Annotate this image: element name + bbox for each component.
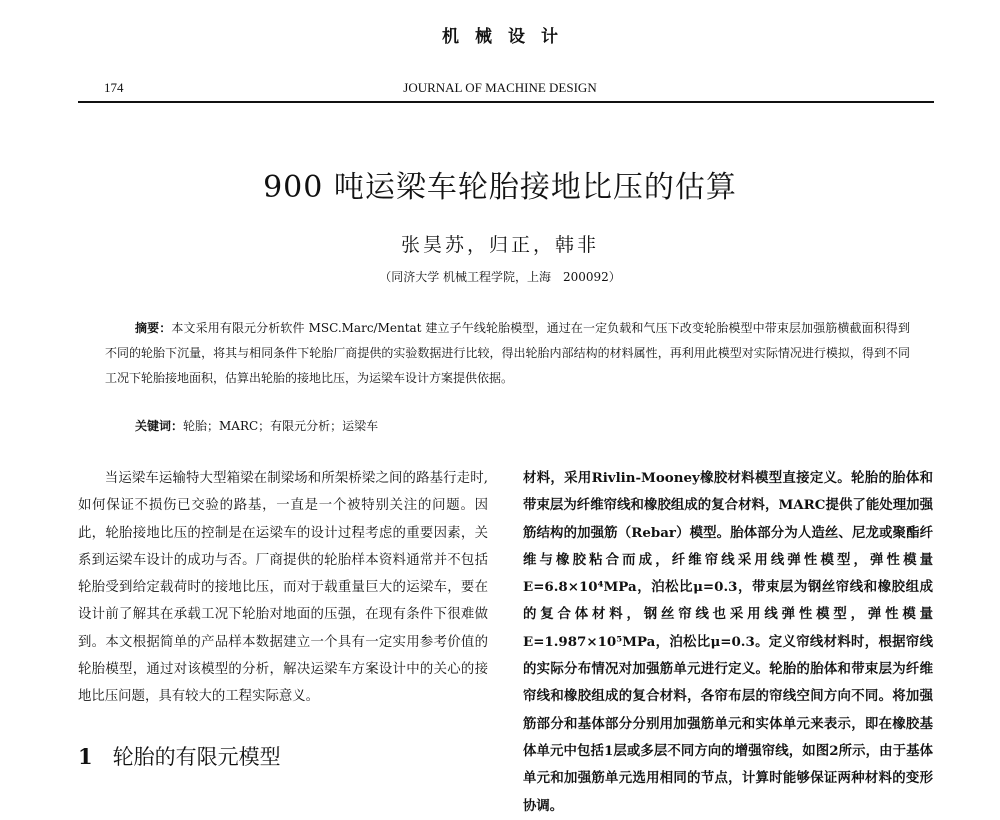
section-heading bbox=[78, 741, 281, 771]
right-column-paragraph: 材料，采用Rivlin-Mooney橡胶材料模型直接定义。轮胎的胎体和带束层为纤维帘线和橡胶组成的复合材料，MARC提供了能处理加强筋结构的加强筋（Rebar）模型。胎体部分为人造丝、尼龙或聚酯纤维与橡胶粘合而成，纤维帘线采用线弹性模型，弹性模量E=6.8×10⁴MPa，泊松比μ=0.3，带束层为钢丝帘线和橡胶组成的复合体材料，钢丝帘线也采用线弹性模型，弹性模量E=1.987×10⁵MPa，泊松比μ=0.3。定义帘线材料时，根据帘线的实际分布情况对加强筋单元进行定义。轮胎的胎体和带束层为纤维帘线和橡胶组成的复合材料，各帘布层的帘线空间方向不同。将加强筋部分和基体部分分别用加强筋单元和实体单元来表示，即在橡胶基体单元中包括1层或多层不同方向的增强帘线，如图2所示，由于基体单元和加强筋单元选用相同的节点，计算时能够保证两种材料的变形协调。 bbox=[523, 470, 933, 814]
keywords-label: 关键词： bbox=[135, 419, 184, 433]
journal-title-cn: 机械设计 bbox=[442, 27, 574, 47]
affiliation: （同济大学 机械工程学院，上海 200092） bbox=[379, 270, 621, 284]
abstract bbox=[105, 316, 910, 391]
left-column-paragraph: 当运梁车运输特大型箱梁在制梁场和所架桥梁之间的路基行走时,如何保证不损伤已交验的路基，一直是一个被特别关注的问题。因此，轮胎接地比压的控制是在运梁车的设计过程考虑的重要因素，关系到运梁车设计的成功与否。厂商提供的轮胎样本资料通常并不包括轮胎受到给定载荷时的接地比压，而对于载重量巨大的运梁车，要在设计前了解其在承载工况下轮胎对地面的压强，在现有条件下很难做到。本文根据简单的产品样本数据建立一个具有一定实用参考价值的轮胎模型，通过对该模型的分析，解决运梁车方案设计中的关心的接地比压问题，具有较大的工程实际意义。 bbox=[78, 471, 488, 705]
abstract-text: 本文采用有限元分析软件 MSC.Marc/Mentat 建立子午线轮胎模型，通过在一定负载和气压下改变轮胎模型中带束层加强筋横截面积得到不同的轮胎下沉量，将其与相同条件下轮胎厂商提供的实验数据进行比较，得出轮胎内部结构的材料属性，再利用此模型对实际情况进行模拟，得到不同工况下轮胎接地面积，估算出轮胎的接地比压，为运梁车设计方案提供依据。 bbox=[105, 321, 910, 385]
abstract-label: 摘要： bbox=[135, 321, 172, 335]
body-right-column bbox=[523, 465, 933, 820]
section-title: 轮胎的有限元模型 bbox=[112, 745, 281, 769]
journal-title-en: JOURNAL OF MACHINE DESIGN bbox=[403, 80, 597, 95]
keywords bbox=[135, 417, 378, 434]
paper-title: 900 吨运梁车轮胎接地比压的估算 bbox=[263, 170, 737, 205]
body-left-column bbox=[78, 465, 488, 711]
section-number: 1 bbox=[78, 744, 93, 769]
keywords-text: 轮胎；MARC；有限元分析；运梁车 bbox=[183, 419, 379, 433]
authors: 张昊苏，归正，韩非 bbox=[400, 234, 599, 256]
header-rule bbox=[78, 101, 934, 103]
page-number: 174 bbox=[104, 80, 124, 95]
